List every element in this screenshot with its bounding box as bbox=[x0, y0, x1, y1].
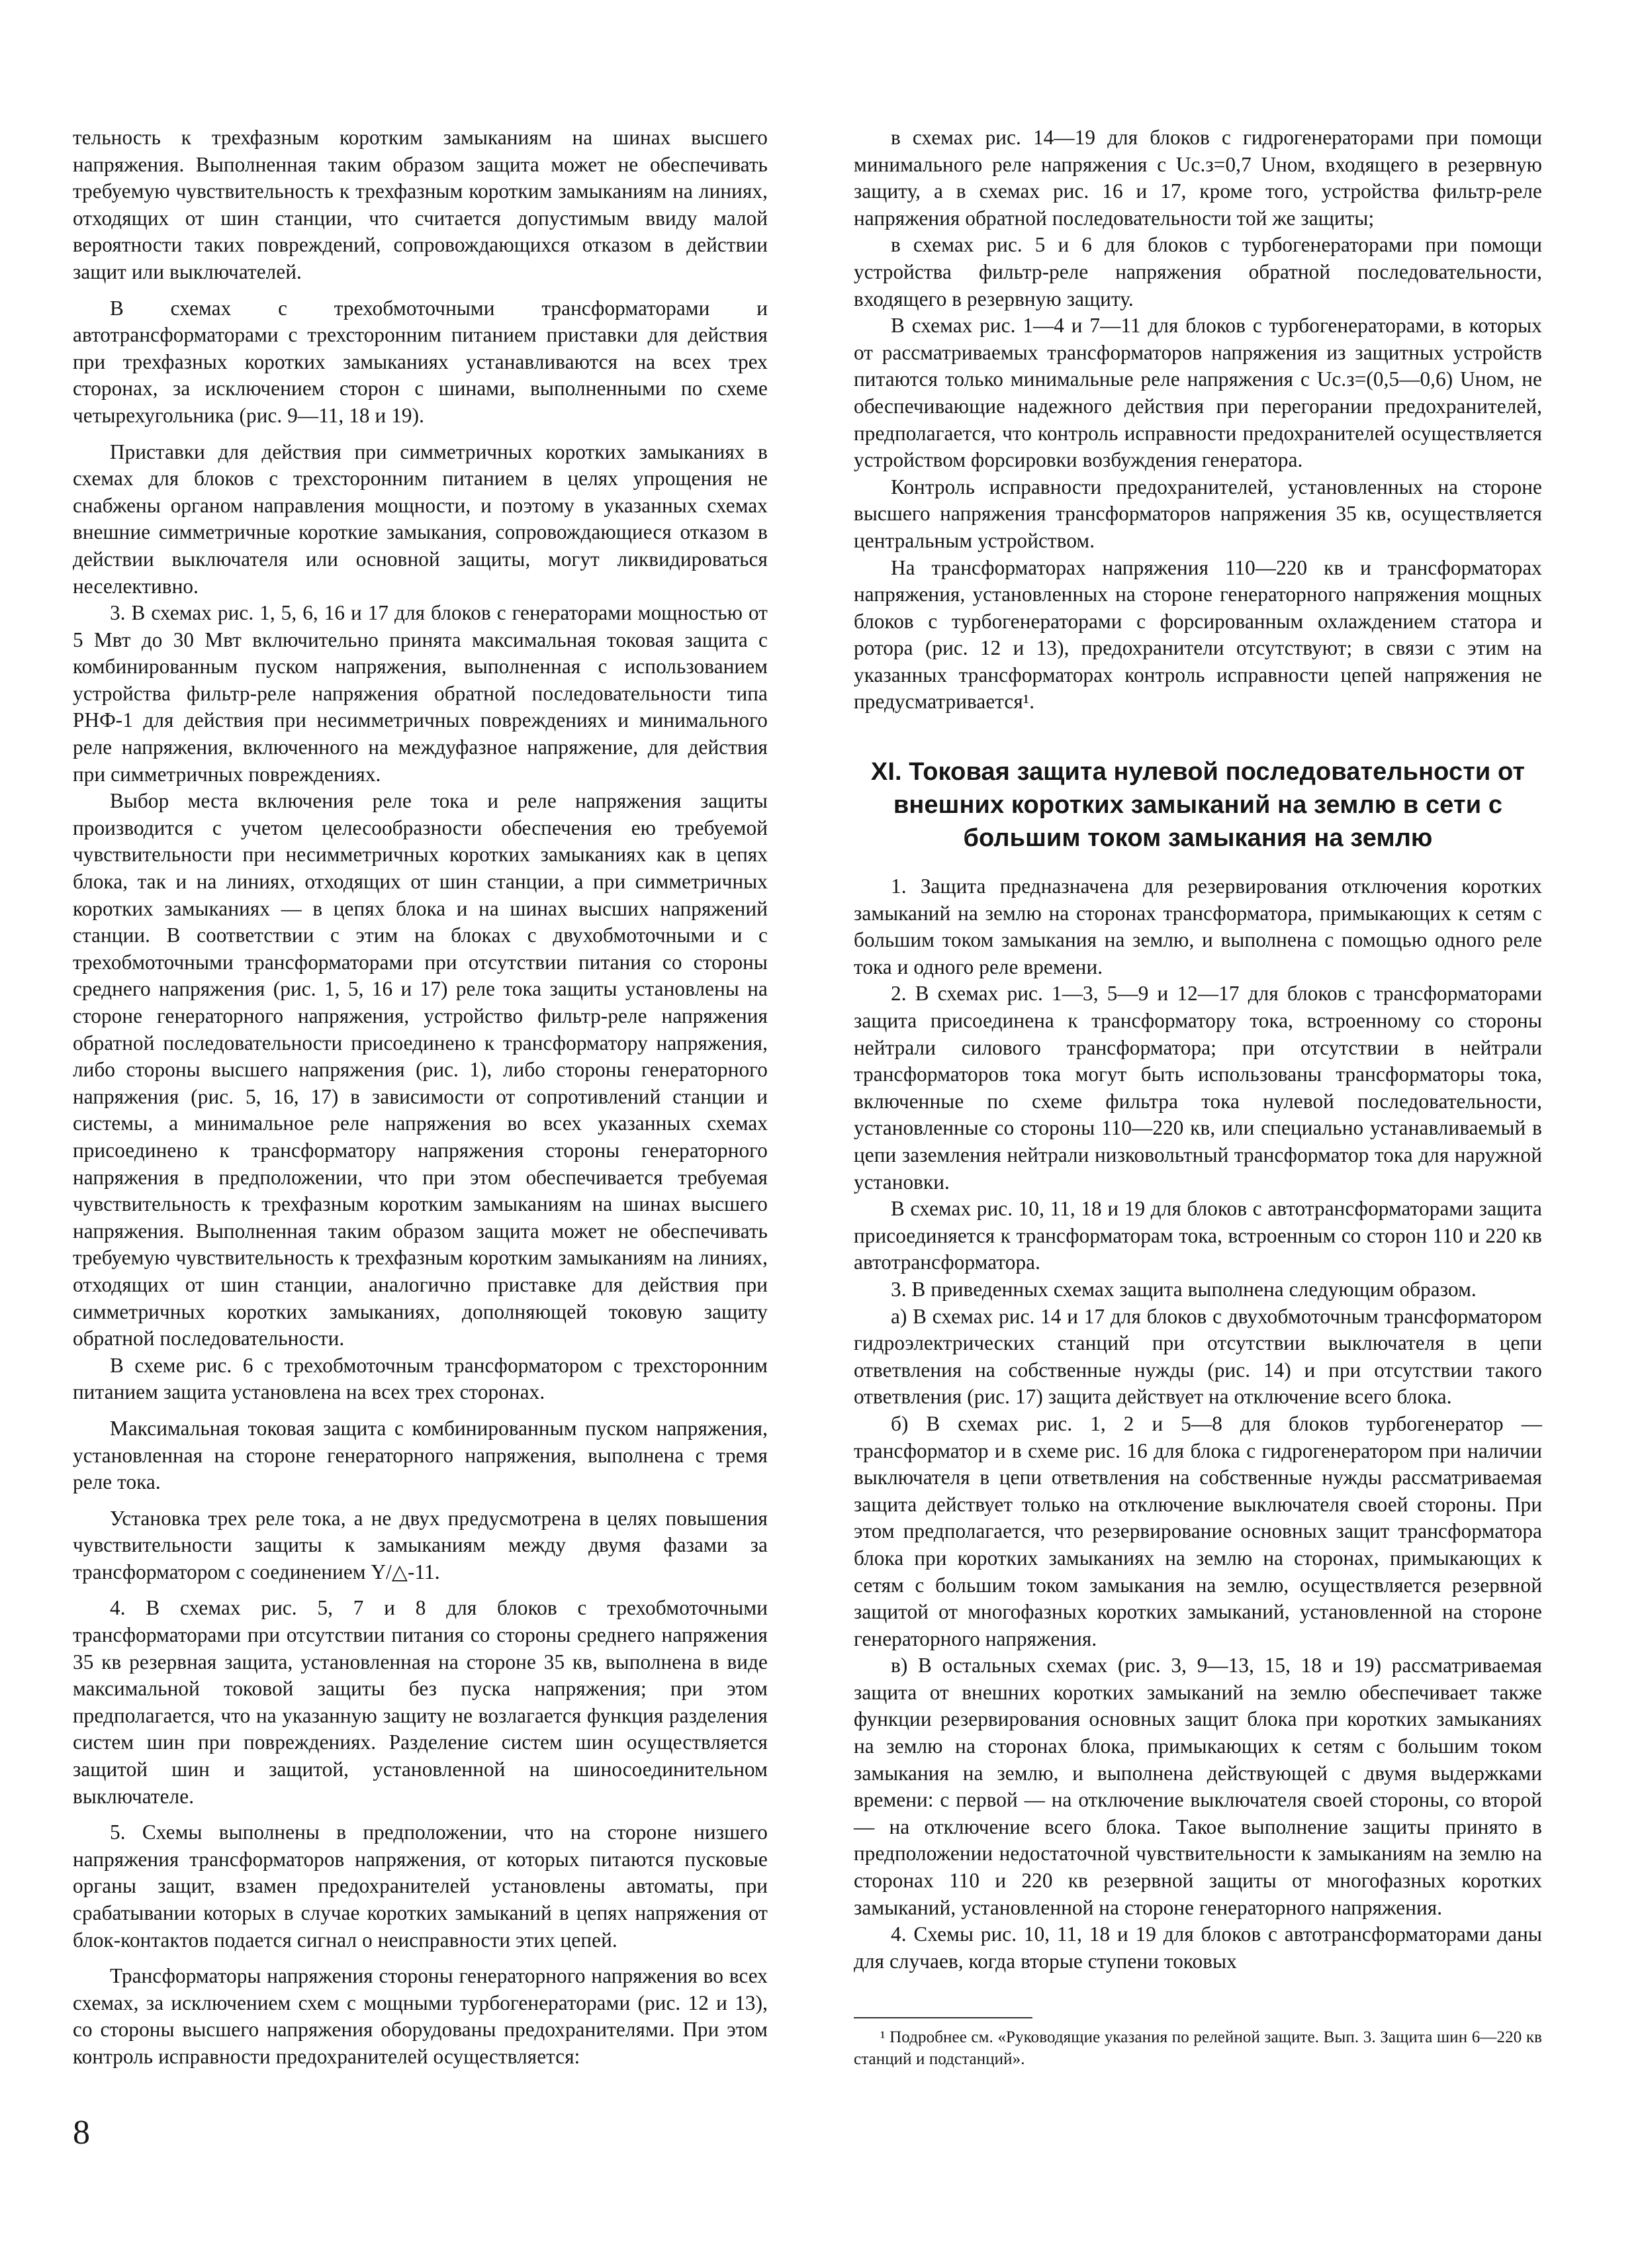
paragraph: В схемах рис. 10, 11, 18 и 19 для блоков с автотрансформаторами защита присоединяется к трансформаторам тока, встроенным со сторон 110 и 220 кв автотрансформатора. bbox=[854, 1197, 1542, 1274]
paragraph: Контроль исправности предохранителей, установленных на стороне высшего напряжения трансформаторов напряжения 35 кв, осуществляется центральным устройством. bbox=[854, 475, 1542, 552]
paragraph: б) В схемах рис. 1, 2 и 5—8 для блоков турбогенератор — трансформатор и в схеме рис. 16 для блока с гидрогенератором при наличии выключателя в цепи ответвления на собственные нужды рассматриваемая защита действует только на отключение выключателя своей стороны. При этом предполагается, что резервирование основных защит трансформатора блока при коротких замыканиях на землю на сторонах, примыкающих к сетям с большим током замыкания на землю, осуществляется резервной защитой от многофазных коротких замыканий, установленной на стороне генераторного напряжения. bbox=[854, 1411, 1542, 1650]
paragraph: Установка трех реле тока, а не двух предусмотрена в целях повышения чувствительности защиты к замыканиям между двумя фазами за трансформатором с соединением Y/△-11. bbox=[73, 1506, 768, 1583]
paragraph: 4. Схемы рис. 10, 11, 18 и 19 для блоков с автотрансформаторами даны для случаев, когда вторые ступени токовых bbox=[854, 1922, 1542, 1973]
paragraph: в схемах рис. 14—19 для блоков с гидрогенераторами при помощи минимального реле напряжения с Uс.з=0,7 Uном, входящего в резервную защиту, а в схемах рис. 16 и 17, кроме того, устройства фильтр-реле напряжения обратной последовательности той же защиты; bbox=[854, 126, 1542, 230]
paragraph: В схемах рис. 1—4 и 7—11 для блоков с турбогенераторами, в которых от рассматриваемых трансформаторов напряжения из защитных устройств питаются только минимальные реле напряжения с Uс.з=(0,5—0,6) Uном, не обеспечивающие надежного действия при перегорании предохранителей, предполагается, что контроль исправности предохранителей осуществляется устройством форсировки возбуждения генератора. bbox=[854, 314, 1542, 472]
paragraph: 3. В приведенных схемах защита выполнена следующим образом. bbox=[891, 1277, 1477, 1301]
right-column bbox=[854, 124, 1542, 2070]
paragraph: Приставки для действия при симметричных коротких замыканиях в схемах для блоков с трехсторонним питанием в целях упрощения не снабжены органом направления мощности, и поэтому в указанных схемах внешние симметричные короткие замыкания, сопровождающиеся отказом в действии выключателя или основной защиты, могут ликвидироваться неселективно. bbox=[73, 440, 768, 598]
page-number: 8 bbox=[73, 2114, 90, 2151]
footnote: ¹ Подробнее см. «Руководящие указания по релейной защите. Вып. 3. Защита шин 6—220 кв станций и подстанций». bbox=[854, 2028, 1542, 2069]
paragraph: Трансформаторы напряжения стороны генераторного напряжения во всех схемах, за исключением схем с мощными турбогенераторами (рис. 12 и 13), со стороны высшего напряжения оборудованы предохранителями. При этом контроль исправности предохранителей осуществляется: bbox=[73, 1964, 768, 2068]
paragraph: Максимальная токовая защита с комбинированным пуском напряжения, установленная на стороне генераторного напряжения, выполнена с тремя реле тока. bbox=[73, 1416, 768, 1494]
paragraph: в) В остальных схемах (рис. 3, 9—13, 15, 18 и 19) рассматриваемая защита от внешних коротких замыканий на землю обеспечивает также функции резервирования основных защит блока при коротких замыканиях на землю на сторонах блока, примыкающих к сетям с большим током замыкания на землю, и выполнена действующей с двумя выдержками времени: с первой — на отключение выключателя своей стороны, со второй — на отключение всего блока. Такое выполнение защиты принято в предположении недостаточной чувствительности к замыканиям на землю на сторонах 110 и 220 кв резервной защиты от многофазных коротких замыканий, установленной на стороне генераторного напряжения. bbox=[854, 1654, 1542, 1919]
paragraph: 4. В схемах рис. 5, 7 и 8 для блоков с трехобмоточными трансформаторами при отсутствии питания со стороны среднего напряжения 35 кв резервная защита, установленная на стороне 35 кв, выполнена в виде максимальной токовой защиты без пуска напряжения; при этом предполагается, что на указанную защиту не возлагается функция разделения систем шин при повреждениях. Разделение систем шин осуществляется защитой шин и защитой, установленной на шиносоединительном выключателе. bbox=[73, 1596, 768, 1808]
footnote-divider bbox=[854, 2017, 1032, 2018]
paragraph: Выбор места включения реле тока и реле напряжения защиты производится с учетом целесообразности обеспечения ею требуемой чувствительности при несимметричных коротких замыканиях как в цепях блока, так и на линиях, отходящих от шин станции, а при симметричных коротких замыканиях — в цепях блока и на шинах высших напряжений станции. В соответствии с этим на блоках с двухобмоточными и с трехобмоточными трансформаторами при отсутствии питания со стороны среднего напряжения (рис. 1, 5, 16 и 17) реле тока защиты установлены на стороне генераторного напряжения, устройство фильтр-реле напряжения обратной последовательности присоединено к трансформатору напряжения, либо стороны высшего напряжения (рис. 1), либо стороны генераторного напряжения (рис. 5, 16, 17) в зависимости от сопротивлений станции и системы, а минимальное реле напряжения во всех указанных схемах присоединено к трансформатору напряжения стороны генераторного напряжения в предположении, что при этом обеспечивается требуемая чувствительность к трехфазным коротким замыканиям на шинах высшего напряжения. Выполненная таким образом защита может не обеспечивать требуемую чувствительность к трехфазным коротким замыканиям на линиях, отходящих от шин станции, аналогично приставке для действия при симметричных коротких замыканиях, дополняющей токовую защиту обратной последовательности. bbox=[73, 789, 768, 1350]
paragraph: В схемах с трехобмоточными трансформаторами и автотрансформаторами с трехсторонним питанием приставки для действия при трехфазных коротких замыканиях устанавливаются на всех трех сторонах, за исключением сторон с шинами, выполненными по схеме четырехугольника (рис. 9—11, 18 и 19). bbox=[73, 296, 768, 427]
paragraph: в схемах рис. 5 и 6 для блоков с турбогенераторами при помощи устройства фильтр-реле напряжения обратной последовательности, входящего в резервную защиту. bbox=[854, 233, 1542, 310]
paragraph: тельность к трехфазным коротким замыканиям на шинах высшего напряжения. Выполненная таким образом защита может не обеспечивать требуемую чувствительность к трехфазным коротким замыканиям на линиях, отходящих от шин станции, что считается допустимым ввиду малой вероятности таких повреждений, сопровождающихся отказом в действии защит или выключателей. bbox=[73, 126, 768, 283]
paragraph: На трансформаторах напряжения 110—220 кв и трансформаторах напряжения, установленных на стороне генераторного напряжения мощных блоков с турбогенераторами с форсированным охлаждением статора и ротора (рис. 12 и 13), предохранители отсутствуют; в связи с этим на указанных трансформаторах контроль исправности цепей напряжения не предусматривается¹. bbox=[854, 555, 1542, 714]
paragraph: а) В схемах рис. 14 и 17 для блоков с двухобмоточным трансформатором гидроэлектрических станций при отсутствии выключателя в цепи ответвления на собственные нужды (рис. 14) и при отсутствии такого ответвления (рис. 17) защита действует на отключение всего блока. bbox=[854, 1304, 1542, 1409]
left-column bbox=[73, 124, 768, 2071]
paragraph: В схеме рис. 6 с трехобмоточным трансформатором с трехсторонним питанием защита установлена на всех трех сторонах. bbox=[73, 1353, 768, 1404]
section-title: XI. Токовая защита нулевой последовательности от внешних коротких замыканий на землю в сети с большим током замыкания на землю bbox=[870, 758, 1526, 853]
paragraph: 2. В схемах рис. 1—3, 5—9 и 12—17 для блоков с трансформаторами защита присоединена к трансформатору тока, встроенному со стороны нейтрали силового трансформатора; при отсутствии в нейтрали трансформаторов тока могут быть использованы трансформаторы тока, включенные по схеме фильтра тока нулевой последовательности, установленные со стороны 110—220 кв, или специально устанавливаемый в цепи заземления нейтрали низковольтный трансформатор тока для наружной установки. bbox=[854, 982, 1542, 1194]
paragraph: 3. В схемах рис. 1, 5, 6, 16 и 17 для блоков с генераторами мощностью от 5 Мвт до 30 Мвт включительно принята максимальная токовая защита с комбинированным пуском напряжения, выполненная с использованием устройства фильтр-реле напряжения обратной последовательности типа РНФ-1 для действия при несимметричных повреждениях и минимального реле напряжения, включенного на междуфазное напряжение, для действия при симметричных повреждениях. bbox=[73, 601, 768, 786]
paragraph: 1. Защита предназначена для резервирования отключения коротких замыканий на землю на сторонах трансформатора, примыкающих к сетям с большим током замыкания на землю, и выполнена с помощью одного реле тока и одного реле времени. bbox=[854, 874, 1542, 978]
paragraph: 5. Схемы выполнены в предположении, что на стороне низшего напряжения трансформаторов напряжения, от которых питаются пусковые органы защит, взамен предохранителей установлены автоматы, при срабатывании которых в случае коротких замыканий в цепях напряжения от блок-контактов подается сигнал о неисправности этих цепей. bbox=[73, 1820, 768, 1952]
